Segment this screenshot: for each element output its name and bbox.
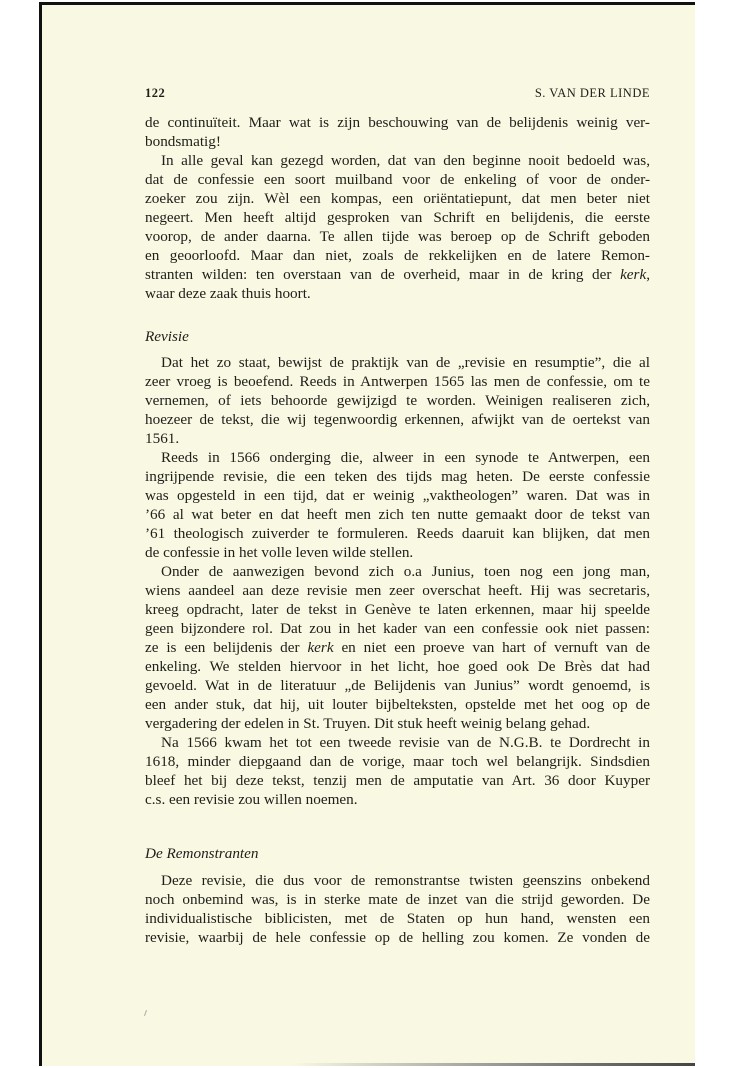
text-line: bondsmatig! <box>145 133 221 150</box>
text-line: gevoeld. Wat in de literatuur „de Belijdenis van Junius” wordt genoemd, is <box>145 677 650 694</box>
text-line: de confessie in het volle leven wilde stellen. <box>145 544 414 561</box>
text-line: 1561. <box>145 430 180 447</box>
text-line: ’61 theologisch zuiverder te formuleren. Reeds daaruit kan blijken, dat men <box>145 525 650 542</box>
text-segment: stranten wilden: ten overstaan van de overheid, maar in de kring der <box>145 266 621 283</box>
text-line: dat de confessie een soort muilband voor de enkeling of voor de onder- <box>145 171 650 188</box>
text-line: Onder de aanwezigen bevond zich o.a Junius, toen nog een jong man, <box>161 563 650 580</box>
text-line: hoezeer de tekst, die wij tegenwoordig erkennen, afwijkt van de oertekst van <box>145 411 650 428</box>
text-segment: en niet een proeve van hart of vernuft van de <box>333 639 650 656</box>
text-line: 1618, minder diepgaand dan de vorige, maar toch wel belangrijk. Sindsdien <box>145 753 650 770</box>
text-line: bleef het bij deze tekst, tenzij men de amputatie van Art. 36 door Kuyper <box>145 772 650 789</box>
text-line: geen bijzondere rol. Dat zou in het kader van een confessie ook niet passen: <box>145 620 650 637</box>
text-line: c.s. een revisie zou willen noemen. <box>145 791 358 808</box>
text-line: enkeling. We stelden hiervoor in het licht, hoe goed ook De Brès dat had <box>145 658 650 675</box>
text-line: Dat het zo staat, bewijst de praktijk van de „revisie en resumptie”, die al <box>161 354 650 371</box>
text-line: voorop, de ander daarna. Te allen tijde was beroep op de Schrift geboden <box>145 228 650 245</box>
text-line: noch onbemind was, is in sterke mate de inzet van die strijd geworden. De <box>145 891 650 908</box>
text-line: was opgesteld in een tijd, dat er weinig „vaktheologen” waren. Dat was in <box>145 487 650 504</box>
text-line: In alle geval kan gezegd worden, dat van den beginne nooit bedoeld was, <box>161 152 650 169</box>
text-line: een ander stuk, dat hij, uit louter bijbelteksten, opstelde met het oog op de <box>145 696 650 713</box>
text-line: ingrijpende revisie, die een teken des tijds mag heten. De eerste confessie <box>145 468 650 485</box>
text-line: zeer vroeg is beoefend. Reeds in Antwerpen 1565 las men de confessie, om te <box>145 373 650 390</box>
running-header <box>145 86 650 104</box>
text-line <box>145 638 650 657</box>
paragraph <box>145 353 650 448</box>
text-segment: ze is een belijdenis der <box>145 639 308 656</box>
paragraph <box>145 733 650 809</box>
text-line: Deze revisie, die dus voor de remonstrantse twisten geenszins onbekend <box>161 872 650 889</box>
text-line: Na 1566 kwam het tot een tweede revisie van de N.G.B. te Dordrecht in <box>161 734 650 751</box>
text-line: Reeds in 1566 onderging die, alweer in een synode te Antwerpen, een <box>161 449 650 466</box>
text-segment: , <box>646 266 650 283</box>
page-number: 122 <box>145 86 166 100</box>
paragraph <box>145 562 650 733</box>
italic-emphasis: kerk <box>620 266 647 283</box>
paragraph <box>145 113 650 151</box>
text-line: vergadering der edelen in St. Truyen. Dit stuk heeft weinig belang gehad. <box>145 715 591 732</box>
text-line: individualistische biblicisten, met de Staten op hun hand, wensten een <box>145 910 650 927</box>
text-line <box>145 265 650 284</box>
text-line: ’66 al wat beter en dat heeft men zich ten nutte gemaakt door de tekst van <box>145 506 650 523</box>
paragraph <box>145 448 650 562</box>
text-line: zoeker zou zijn. Wèl een kompas, een oriëntatiepunt, dat men beter niet <box>145 190 650 207</box>
text-line: vernemen, of iets behoorde gewijzigd te worden. Weinigen realiseren zich, <box>145 392 650 409</box>
text-line: wiens aandeel aan deze revisie men zeer overschat heeft. Hij was secretaris, <box>145 582 650 599</box>
text-line: kreeg opdracht, later de tekst in Genève te laten erkennen, maar hij speelde <box>145 601 650 618</box>
text-line: revisie, waarbij de hele confessie op de helling zou komen. Ze vonden de <box>145 929 650 946</box>
section-heading: De Remonstranten <box>145 845 259 862</box>
text-line: negeert. Men heeft altijd gesproken van Schrift en belijdenis, die eerste <box>145 209 650 226</box>
paragraph <box>145 871 650 947</box>
paragraph <box>145 151 650 303</box>
text-line: waar deze zaak thuis hoort. <box>145 285 311 302</box>
running-title: S. VAN DER LINDE <box>534 86 650 100</box>
body-text <box>145 113 650 947</box>
text-line: de continuïteit. Maar wat is zijn beschouwing van de belijdenis weinig ver- <box>145 114 650 131</box>
text-line: en geoorloofd. Maar dan niet, zoals de rekkelijken en de latere Remon- <box>145 247 650 264</box>
section-heading: Revisie <box>145 328 189 345</box>
italic-emphasis: kerk <box>307 639 334 656</box>
